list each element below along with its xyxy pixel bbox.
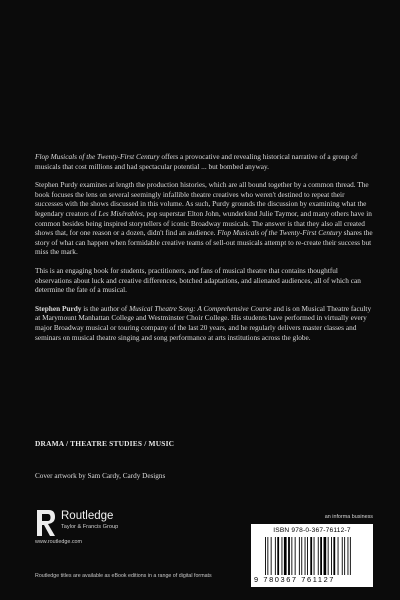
blurb-p1-text: offers a provocative and revealing historical narrative of a group of musicals that cost millions and had spectacular potential ... but bombed anyway. — [35, 152, 358, 171]
blurb-p2-text-b: , pop superstar Elton John, wunderkind Julie Taymor, and many others have in common besides being inspired storytellers of iconic Broadway musicals. The answer is that they also all created shows that, for one reason or a dozen, didn't find an audience. — [35, 208, 372, 238]
isbn-label: ISBN 978-0-367-76112-7 — [273, 527, 351, 534]
blurb-p2-text-c: shares the story of what can happen when formidable creative teams of sell-out musicals attempt to re-create their success but miss the mark. — [35, 228, 373, 257]
book-title-italic: Flop Musicals of the Twenty-First Century — [35, 152, 160, 161]
blurb-p2-text-a: Stephen Purdy examines at length the production histories, which are all bound together by a common thread. The book focuses the lens on several seemingly infallible theatre creatives who weren't destined to repeat their successes with the shows discussed in this volume. As such, Purdy grounds the discussion by examining what the legendary creators of — [35, 180, 369, 218]
publisher-logo-block — [35, 508, 175, 544]
blurb-paragraph-3: This is an engaging book for students, practitioners, and fans of musical theatre that contains thoughtful observations about luck and creative differences, botched adaptations, and alienated audiences, all of which can determine the fate of a musical. — [35, 265, 361, 295]
show-title-italic: Les Misérables — [98, 208, 143, 218]
informa-tagline: an informa business — [324, 514, 373, 520]
publisher-group: Taylor & Francis Group — [61, 524, 119, 530]
blurb-text — [35, 152, 373, 351]
isbn-barcode — [251, 524, 373, 587]
ebook-footer-note: Routledge titles are available as eBook editions in a range of digital formats — [35, 573, 212, 579]
cover-credit: Cover artwork by Sam Cardy, Cardy Designs — [35, 472, 166, 480]
subject-category: DRAMA / THEATRE STUDIES / MUSIC — [35, 439, 175, 448]
barcode-bars — [263, 537, 363, 575]
book-title-italic-2: Flop Musicals of the Twenty-First Century — [217, 228, 342, 238]
publisher-name: Routledge — [61, 510, 114, 522]
author-bio — [35, 304, 373, 342]
publisher-url: www.routledge.com — [35, 539, 83, 545]
bio-text-a: is the author of — [81, 303, 130, 313]
barcode-digits: 9 780367 761127 — [254, 575, 335, 584]
author-book-title: Musical Theatre Song: A Comprehensive Course — [129, 303, 272, 313]
routledge-r-icon — [35, 508, 57, 538]
author-name: Stephen Purdy — [35, 303, 82, 313]
blurb-paragraph-1 — [35, 152, 373, 171]
blurb-paragraph-2 — [35, 180, 373, 257]
bio-text-b: and is on Musical Theatre faculty at Marymount Manhattan College and Westminster Choir College. His students have performed in virtually every major Broadway musical or touring company of the last 20 years, and he regularly delivers master classes and seminars on musical theatre singing and song performance at arts institutions across the globe. — [35, 303, 372, 342]
